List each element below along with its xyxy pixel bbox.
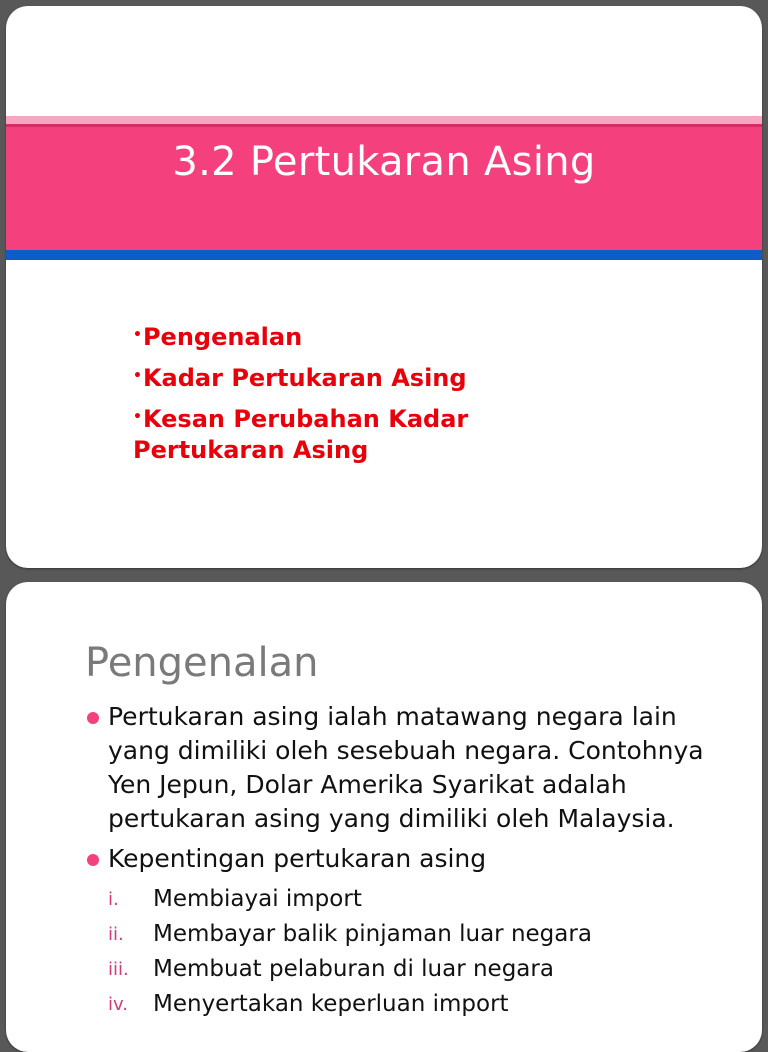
sublist-item-text: Membuat pelaburan di luar negara [153,956,554,982]
agenda-item-label: Kesan Perubahan Kadar Pertukaran Asing [133,405,469,464]
bullet-dot-icon: • [133,327,142,343]
bullet-text: Kepentingan pertukaran asing [108,844,487,873]
sublist-item-text: Membayar balik pinjaman luar negara [153,921,592,947]
roman-numeral: ii. [108,924,124,945]
sublist-item [108,882,725,917]
bullet-item [85,842,725,876]
accent-stripe [6,250,762,260]
title-slide [6,6,762,568]
bullet-item [85,700,725,836]
agenda-item-label: Kadar Pertukaran Asing [142,364,467,392]
title-band-edge [6,124,762,127]
title-band-highlight [6,116,762,124]
sublist-item-text: Menyertakan keperluan import [153,991,509,1017]
agenda-item-label: Pengenalan [142,323,303,351]
numbered-sublist [108,882,725,1022]
bullet-dot-icon: • [133,368,142,384]
agenda-list [133,320,553,474]
bullet-dot-icon [87,712,99,724]
bullet-text: Pertukaran asing ialah matawang negara lain yang dimiliki oleh sesebuah negara. Contohnya Yen Jepun, Dolar Amerika Syarikat adalah pertukaran asing yang dimiliki oleh Malaysia. [108,702,704,833]
sublist-item-text: Membiayai import [153,886,362,912]
sublist-item [108,987,725,1022]
roman-numeral: iii. [108,959,129,980]
bullet-dot-icon [87,854,99,866]
bullet-list [85,700,725,1022]
agenda-item [133,361,553,394]
agenda-item [133,320,553,353]
bullet-dot-icon: • [133,409,142,425]
content-slide [6,582,762,1052]
roman-numeral: iv. [108,994,128,1015]
sublist-item [108,917,725,952]
sublist-item [108,952,725,987]
slide-title: 3.2 Pertukaran Asing [172,139,596,185]
slide-heading: Pengenalan [85,640,319,686]
agenda-item [133,402,553,466]
roman-numeral: i. [108,889,119,910]
